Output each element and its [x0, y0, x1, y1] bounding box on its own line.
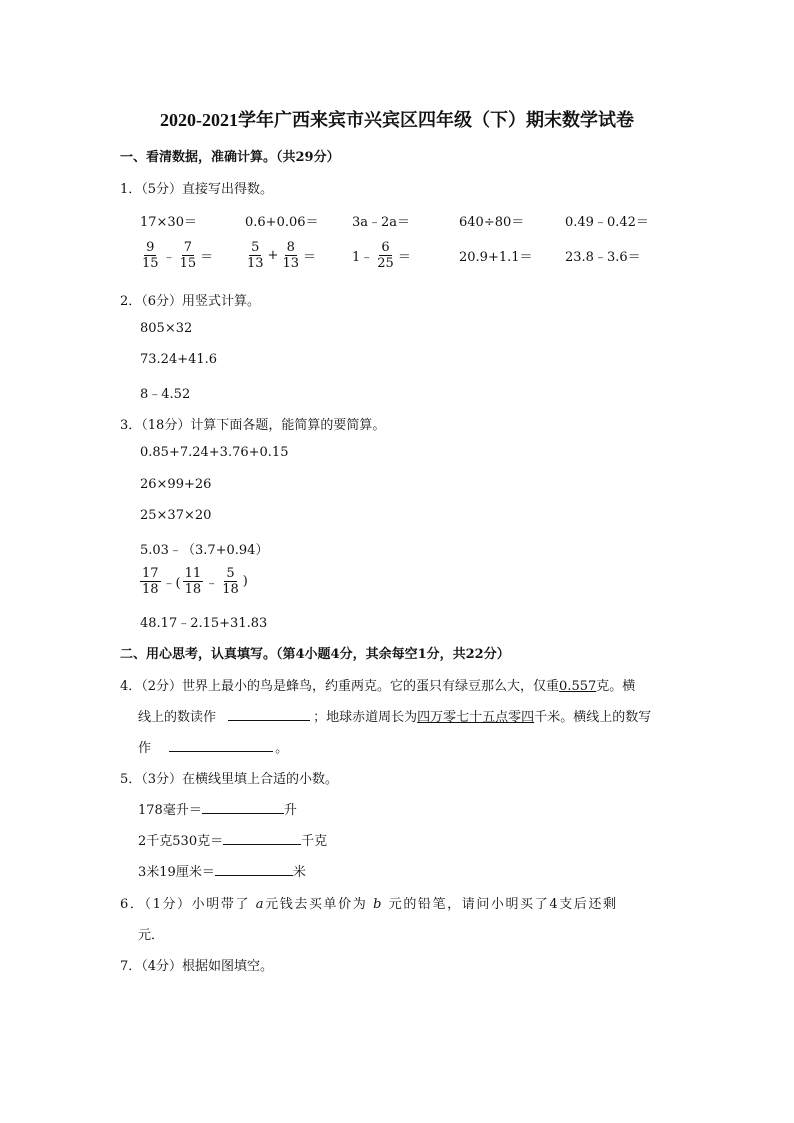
- equals-sign: ＝: [397, 250, 411, 265]
- answer-blank[interactable]: [169, 739, 273, 752]
- denominator: 18: [142, 582, 159, 597]
- q3-item-2: 26×99+26: [140, 477, 212, 492]
- q1-fraction-expr-3: [352, 240, 411, 271]
- fraction: [178, 240, 199, 271]
- q4-text: 线上的数读作: [138, 710, 217, 725]
- denominator: 13: [247, 256, 264, 271]
- numerator: 5: [226, 566, 235, 581]
- close-paren: ): [242, 574, 248, 589]
- q5-unit: 米: [292, 865, 306, 880]
- q1-expr-4: 640÷80＝: [459, 215, 525, 230]
- operator: +: [267, 248, 279, 263]
- q4-text: 4．（2分）世界上最小的鸟是蜂鸟，约重两克。它的蛋只有绿豆那么大，仅重: [120, 679, 560, 694]
- q1-expr-3: 3a﹣2a＝: [352, 215, 411, 230]
- section-2-heading: 二、用心思考，认真填写。（第4小题4分，其余每空1分，共22分）: [120, 647, 510, 662]
- answer-blank[interactable]: [223, 832, 301, 845]
- numerator: 8: [286, 240, 295, 255]
- q5-unit: 千克: [301, 834, 328, 849]
- q4-text: 。: [275, 741, 289, 756]
- q4-text: 千米。横线上的数写: [534, 710, 652, 725]
- equals-sign: ＝: [303, 250, 317, 265]
- q4-underlined-number: 0.557: [559, 679, 597, 694]
- numerator: 7: [183, 240, 192, 255]
- section-1-heading: 一、看清数据，准确计算。（共29分）: [120, 150, 340, 165]
- numerator: 6: [381, 240, 390, 255]
- denominator: 18: [222, 582, 239, 597]
- equals-sign: ＝: [200, 250, 214, 265]
- question-7-stem: 7．（4分）根据如图填空。: [120, 959, 274, 974]
- q5-unit: 升: [283, 803, 297, 818]
- q5-text: 3米19厘米＝: [138, 865, 215, 880]
- q3-item-4: 5.03﹣（3.7+0.94）: [140, 543, 269, 558]
- q4-text: ；地球赤道周长为: [313, 710, 418, 725]
- numerator: 9: [146, 240, 155, 255]
- q1-expr-7: 23.8﹣3.6＝: [565, 250, 641, 265]
- question-4-line-1: [120, 675, 635, 694]
- q1-fraction-expr-2: [245, 240, 316, 271]
- question-5-stem: 5．（3分）在横线里填上合适的小数。: [120, 772, 339, 787]
- question-6-line-2: 元．: [138, 928, 165, 943]
- numerator: 11: [184, 566, 202, 581]
- denominator: 15: [179, 256, 197, 271]
- operator: ﹣: [162, 250, 176, 265]
- fraction: [245, 240, 266, 271]
- fraction: [183, 566, 204, 597]
- question-1-stem: 1．（5分）直接写出得数。: [120, 182, 274, 197]
- fraction: [280, 240, 301, 271]
- denominator: 15: [142, 256, 159, 271]
- fraction: [375, 240, 396, 271]
- whole-number: 1﹣: [352, 250, 374, 265]
- q2-item-1: 805×32: [140, 321, 193, 336]
- question-3-stem: 3．（18分）计算下面各题，能简算的要简算。: [120, 418, 386, 433]
- answer-blank[interactable]: [215, 863, 293, 876]
- q1-expr-6: 20.9+1.1＝: [459, 250, 533, 265]
- operator: ﹣: [205, 576, 219, 591]
- question-6-line-1: [120, 893, 618, 912]
- question-4-line-3: [138, 737, 288, 756]
- q5-text: 2千克530克＝: [138, 834, 224, 849]
- q1-expr-5: 0.49﹣0.42＝: [565, 215, 649, 230]
- q5-text: 178毫升＝: [138, 803, 202, 818]
- page-title: 2020-2021学年广西来宾市兴宾区四年级（下）期末数学试卷: [160, 110, 634, 130]
- fraction: [140, 566, 161, 597]
- denominator: 18: [184, 582, 202, 597]
- q2-item-2: 73.24+41.6: [140, 352, 218, 367]
- q6-text: 元钱去买单价为: [265, 897, 368, 912]
- fraction: [140, 240, 161, 271]
- q5-item-1: [138, 799, 297, 818]
- q6-text: 元的铅笔，请问小明买了4支后还剩: [388, 897, 618, 912]
- answer-blank[interactable]: [228, 708, 310, 721]
- variable-a: a: [255, 897, 266, 912]
- numerator: 5: [251, 240, 260, 255]
- q3-item-6: 48.17﹣2.15+31.83: [140, 616, 268, 631]
- q5-item-3: [138, 861, 306, 880]
- q2-item-3: 8﹣4.52: [140, 387, 191, 402]
- q5-item-2: [138, 830, 327, 849]
- numerator: 17: [142, 566, 159, 581]
- q1-fraction-expr-1: [140, 240, 213, 271]
- q4-underlined-number: 四万零七十五点零四: [417, 710, 535, 725]
- denominator: 13: [282, 256, 299, 271]
- q3-item-3: 25×37×20: [140, 508, 212, 523]
- operator: ﹣(: [162, 576, 181, 591]
- q6-text: 6．（1分）小明带了: [120, 897, 251, 912]
- q1-expr-2: 0.6+0.06＝: [245, 215, 319, 230]
- q3-item-1: 0.85+7.24+3.76+0.15: [140, 445, 289, 460]
- question-2-stem: 2．（6分）用竖式计算。: [120, 294, 261, 309]
- q4-text: 作: [138, 741, 152, 756]
- denominator: 25: [377, 256, 394, 271]
- question-4-line-2: [138, 706, 651, 725]
- q4-text: 克。横: [596, 679, 636, 694]
- q1-expr-1: 17×30＝: [140, 215, 197, 230]
- fraction: [220, 566, 241, 597]
- answer-blank[interactable]: [202, 801, 284, 814]
- variable-b: b: [373, 897, 383, 912]
- q3-fraction-expr: [140, 566, 248, 597]
